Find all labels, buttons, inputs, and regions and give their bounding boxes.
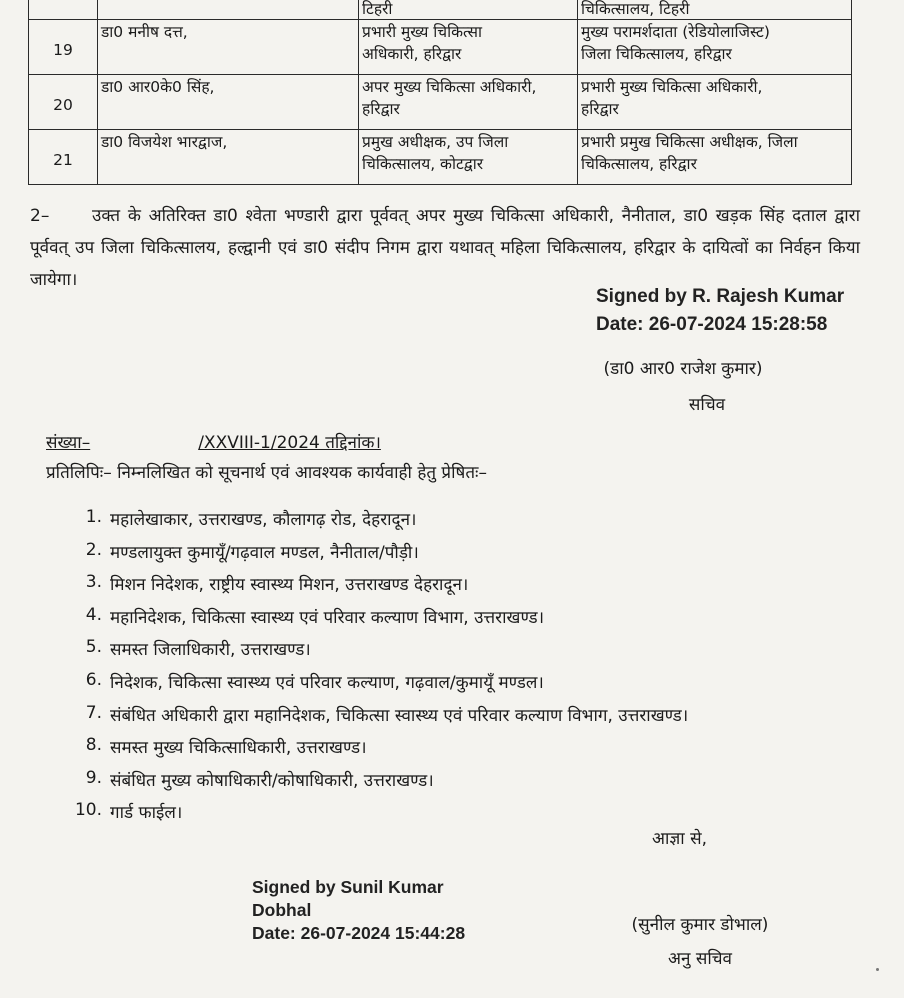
table-cell: टिहरी — [359, 0, 578, 20]
recipient-list — [70, 507, 688, 833]
current-post: प्रभारी मुख्य चिकित्सा अधिकारी, हरिद्वार — [359, 20, 578, 75]
officer-name: डा0 विजयेश भारद्वाज, — [98, 130, 359, 185]
table-row — [29, 75, 852, 130]
serial-number: 20 — [29, 75, 98, 130]
by-order-line: आज्ञा से, — [652, 829, 707, 849]
new-post: प्रभारी मुख्य चिकित्सा अधिकारी, हरिद्वार — [578, 75, 852, 130]
signatory-name-2: (सुनील कुमार डोभाल) — [631, 915, 769, 935]
list-item: 9. संबंधित मुख्य कोषाधिकारी/कोषाधिकारी, उत्तराखण्ड। — [85, 767, 434, 791]
paragraph-2 — [30, 200, 860, 296]
copy-to-line: प्रतिलिपिः– निम्नलिखित को सूचनार्थ एवं आवश्यक कार्यवाही हेतु प्रेषितः– — [46, 463, 487, 483]
paragraph-text: उक्त के अतिरिक्त डा0 श्वेता भण्डारी द्वारा पूर्ववत् अपर मुख्य चिकित्सा अधिकारी, नैनीताल, डा0 खड़क सिंह दताल द्वारा पूर्ववत् उप जिला चिकित्सालय, हल्द्वानी एवं डा0 संदीप निगम द्वारा यथावत् महिला चिकित्सालय, हरिद्वार के दायित्वों का निर्वहन किया जायेगा। — [30, 206, 860, 290]
current-post: प्रमुख अधीक्षक, उप जिला चिकित्सालय, कोटद्वार — [359, 130, 578, 185]
serial-number: 19 — [29, 20, 98, 75]
list-item: 4. महानिदेशक, चिकित्सा स्वास्थ्य एवं परिवार कल्याण विभाग, उत्तराखण्ड। — [85, 604, 545, 628]
table-row — [29, 20, 852, 75]
list-item: 7. संबंधित अधिकारी द्वारा महानिदेशक, चिकित्सा स्वास्थ्य एवं परिवार कल्याण विभाग, उत्तराखण्ड। — [85, 702, 689, 726]
digital-signature-1: Signed by R. Rajesh Kumar Date: 26-07-2024 15:28:58 — [596, 286, 845, 335]
officer-name: डा0 आर0के0 सिंह, — [98, 75, 359, 130]
current-post: अपर मुख्य चिकित्सा अधिकारी, हरिद्वार — [359, 75, 578, 130]
scan-speck — [876, 968, 879, 971]
list-item: 8. समस्त मुख्य चिकित्साधिकारी, उत्तराखण्ड। — [85, 735, 367, 759]
new-post: प्रभारी प्रमुख चिकित्सा अधीक्षक, जिला चिकित्सालय, हरिद्वार — [578, 130, 852, 185]
list-item: 2. मण्डलायुक्त कुमायूँ/गढ़वाल मण्डल, नैनीताल/पौड़ी। — [85, 539, 419, 563]
paragraph-number: 2– — [30, 206, 50, 226]
list-item: 5. समस्त जिलाधिकारी, उत्तराखण्ड। — [85, 637, 311, 661]
table-row — [29, 0, 852, 20]
digital-signature-2: Signed by Sunil Kumar Dobhal Date: 26-07-2024 15:44:28 — [252, 877, 466, 943]
transfer-table — [28, 0, 852, 185]
officer-name: डा0 मनीष दत्त, — [98, 20, 359, 75]
serial-number: 21 — [29, 130, 98, 185]
list-item: 6. निदेशक, चिकित्सा स्वास्थ्य एवं परिवार कल्याण, गढ़वाल/कुमायूँ मण्डल। — [85, 669, 544, 693]
signatory-designation-1: सचिव — [688, 395, 726, 415]
list-item: 10. गार्ड फाईल। — [74, 800, 183, 824]
table-row — [29, 130, 852, 185]
new-post: मुख्य परामर्शदाता (रेडियोलाजिस्ट) जिला चिकित्सालय, हरिद्वार — [578, 20, 852, 75]
reference-number: संख्या– /XXVIII-1/2024 तद्दिनांक। — [46, 433, 381, 453]
signatory-designation-2: अनु सचिव — [668, 949, 732, 969]
signatory-name-1: (डा0 आर0 राजेश कुमार) — [603, 359, 763, 379]
table-cell: चिकित्सालय, टिहरी — [578, 0, 852, 20]
list-item: 1. महालेखाकार, उत्तराखण्ड, कौलागढ़ रोड, देहरादून। — [85, 507, 417, 530]
list-item: 3. मिशन निदेशक, राष्ट्रीय स्वास्थ्य मिशन, उत्तराखण्ड देहरादून। — [85, 572, 469, 596]
